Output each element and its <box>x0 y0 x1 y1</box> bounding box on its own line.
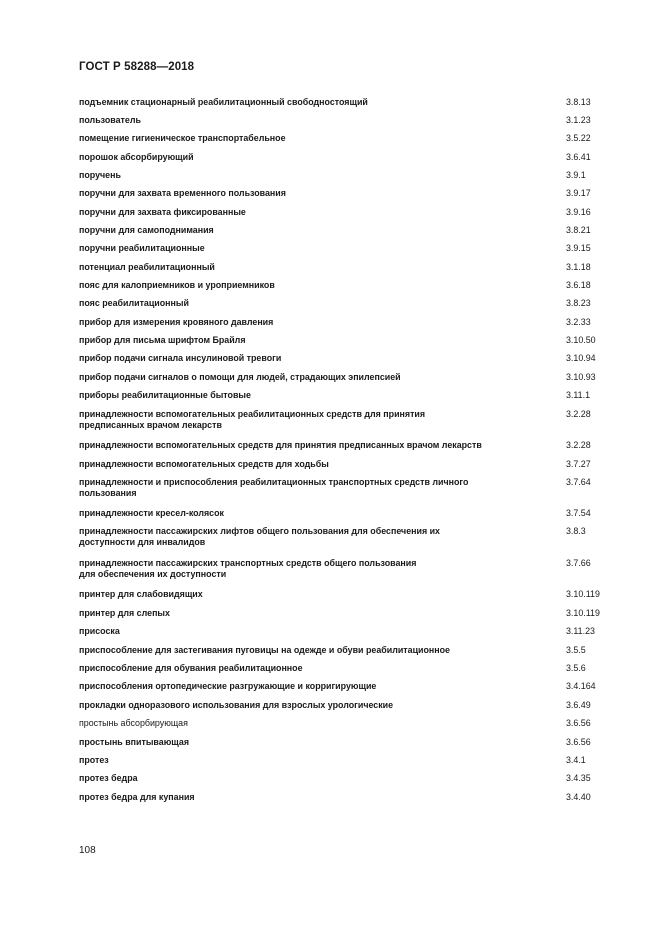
page-number: 108 <box>79 845 96 856</box>
index-term <box>79 440 519 451</box>
index-reference: 3.2.28 <box>566 440 591 450</box>
index-term <box>79 700 519 711</box>
index-term-line: прокладки одноразового использования для взрослых урологические <box>79 700 394 710</box>
index-reference: 3.5.5 <box>566 645 586 655</box>
index-term-line: принадлежности пассажирских лифтов общего пользования для обеспечения их <box>79 526 440 536</box>
index-reference: 3.8.21 <box>566 225 591 235</box>
index-reference: 3.9.15 <box>566 243 591 253</box>
index-reference: 3.4.1 <box>566 755 586 765</box>
index-term <box>79 792 519 803</box>
index-term-line: для обеспечения их доступности <box>79 569 227 579</box>
index-reference: 3.8.13 <box>566 97 591 107</box>
index-term <box>79 626 519 637</box>
index-term <box>79 243 519 254</box>
index-term-line: протез бедра для купания <box>79 792 195 802</box>
index-term <box>79 608 519 619</box>
index-term-line: пояс для калоприемников и уроприемников <box>79 280 275 290</box>
index-reference: 3.4.164 <box>566 681 596 691</box>
index-term <box>79 207 519 218</box>
index-term <box>79 353 519 364</box>
index-term-line: прибор подачи сигналов о помощи для людей, страдающих эпилепсией <box>79 372 401 382</box>
index-reference: 3.9.16 <box>566 207 591 217</box>
index-reference: 3.10.119 <box>566 608 600 618</box>
index-term-line: прибор для письма шрифтом Брайля <box>79 335 246 345</box>
index-term-line: помещение гигиеническое транспортабельное <box>79 133 286 143</box>
index-reference: 3.4.35 <box>566 773 591 783</box>
index-reference: 3.7.27 <box>566 459 591 469</box>
index-reference: 3.6.49 <box>566 700 591 710</box>
index-term <box>79 133 519 144</box>
index-term <box>79 409 519 431</box>
index-term-line: принадлежности вспомогательных средств для ходьбы <box>79 459 329 469</box>
index-reference: 3.9.1 <box>566 170 586 180</box>
index-term <box>79 317 519 328</box>
index-reference: 3.10.119 <box>566 589 600 599</box>
index-term <box>79 681 519 692</box>
index-term-line: приспособление для застегивания пуговицы на одежде и обуви реабилитационное <box>79 645 450 655</box>
index-term-line: простынь абсорбирующая <box>79 718 188 728</box>
index-term-line: пользователь <box>79 115 141 125</box>
index-term-line: поручни реабилитационные <box>79 243 205 253</box>
index-reference: 3.8.3 <box>566 526 586 536</box>
index-term <box>79 390 519 401</box>
index-term-line: пользования <box>79 488 137 498</box>
index-reference: 3.6.18 <box>566 280 591 290</box>
index-reference: 3.10.94 <box>566 353 596 363</box>
index-term-line: протез бедра <box>79 773 138 783</box>
index-term <box>79 188 519 199</box>
index-reference: 3.6.41 <box>566 152 591 162</box>
index-reference: 3.5.22 <box>566 133 591 143</box>
index-reference: 3.7.54 <box>566 508 591 518</box>
index-term <box>79 737 519 748</box>
index-reference: 3.10.93 <box>566 372 596 382</box>
index-term-line: поручни для самоподнимания <box>79 225 214 235</box>
index-term <box>79 508 519 519</box>
index-term <box>79 372 519 383</box>
index-reference: 3.11.23 <box>566 626 595 636</box>
index-term <box>79 526 519 548</box>
index-term-line: принадлежности и приспособления реабилитационных транспортных средств личного <box>79 477 469 487</box>
index-term-line: присоска <box>79 626 120 636</box>
index-reference: 3.6.56 <box>566 737 591 747</box>
index-term-line: простынь впитывающая <box>79 737 189 747</box>
index-term <box>79 755 519 766</box>
index-reference: 3.7.64 <box>566 477 591 487</box>
index-term-line: прибор подачи сигнала инсулиновой тревоги <box>79 353 282 363</box>
index-term <box>79 663 519 674</box>
index-term <box>79 773 519 784</box>
index-reference: 3.2.33 <box>566 317 591 327</box>
index-reference: 3.9.17 <box>566 188 591 198</box>
index-term <box>79 298 519 309</box>
document-header: ГОСТ Р 58288—2018 <box>79 61 195 73</box>
index-reference: 3.11.1 <box>566 390 591 400</box>
index-term <box>79 335 519 346</box>
index-term <box>79 225 519 236</box>
index-term-line: поручни для захвата фиксированные <box>79 207 246 217</box>
index-term <box>79 477 519 499</box>
index-term <box>79 115 519 126</box>
index-term <box>79 558 519 580</box>
index-term <box>79 97 519 108</box>
index-term-line: поручни для захвата временного пользования <box>79 188 286 198</box>
index-term-line: потенциал реабилитационный <box>79 262 215 272</box>
index-term-line: порошок абсорбирующий <box>79 152 194 162</box>
index-term-line: протез <box>79 755 109 765</box>
index-reference: 3.10.50 <box>566 335 596 345</box>
index-term-line: подъемник стационарный реабилитационный свободностоящий <box>79 97 368 107</box>
index-reference: 3.2.28 <box>566 409 591 419</box>
index-reference: 3.8.23 <box>566 298 591 308</box>
index-term <box>79 280 519 291</box>
index-reference: 3.1.18 <box>566 262 591 272</box>
index-reference: 3.5.6 <box>566 663 586 673</box>
index-term-line: принадлежности вспомогательных средств для принятия предписанных врачом лекарств <box>79 440 482 450</box>
index-term <box>79 589 519 600</box>
index-term-line: принтер для слабовидящих <box>79 589 203 599</box>
index-term-line: приборы реабилитационные бытовые <box>79 390 251 400</box>
index-reference: 3.7.66 <box>566 558 591 568</box>
index-term <box>79 718 519 729</box>
index-term-line: принтер для слепых <box>79 608 170 618</box>
index-term-line: прибор для измерения кровяного давления <box>79 317 274 327</box>
index-term-line: поручень <box>79 170 121 180</box>
index-term <box>79 459 519 470</box>
index-reference: 3.4.40 <box>566 792 591 802</box>
index-term-line: принадлежности пассажирских транспортных средств общего пользования <box>79 558 417 568</box>
index-term <box>79 170 519 181</box>
index-reference: 3.1.23 <box>566 115 591 125</box>
index-term-line: предписанных врачом лекарств <box>79 420 222 430</box>
index-term <box>79 152 519 163</box>
index-term-line: принадлежности кресел-колясок <box>79 508 224 518</box>
index-term-line: пояс реабилитационный <box>79 298 189 308</box>
index-term <box>79 262 519 273</box>
index-term-line: приспособления ортопедические разгружающие и корригирующие <box>79 681 377 691</box>
index-term <box>79 645 519 656</box>
index-term-line: приспособление для обувания реабилитационное <box>79 663 303 673</box>
index-term-line: доступности для инвалидов <box>79 537 206 547</box>
index-term-line: принадлежности вспомогательных реабилитационных средств для принятия <box>79 409 426 419</box>
index-reference: 3.6.56 <box>566 718 591 728</box>
